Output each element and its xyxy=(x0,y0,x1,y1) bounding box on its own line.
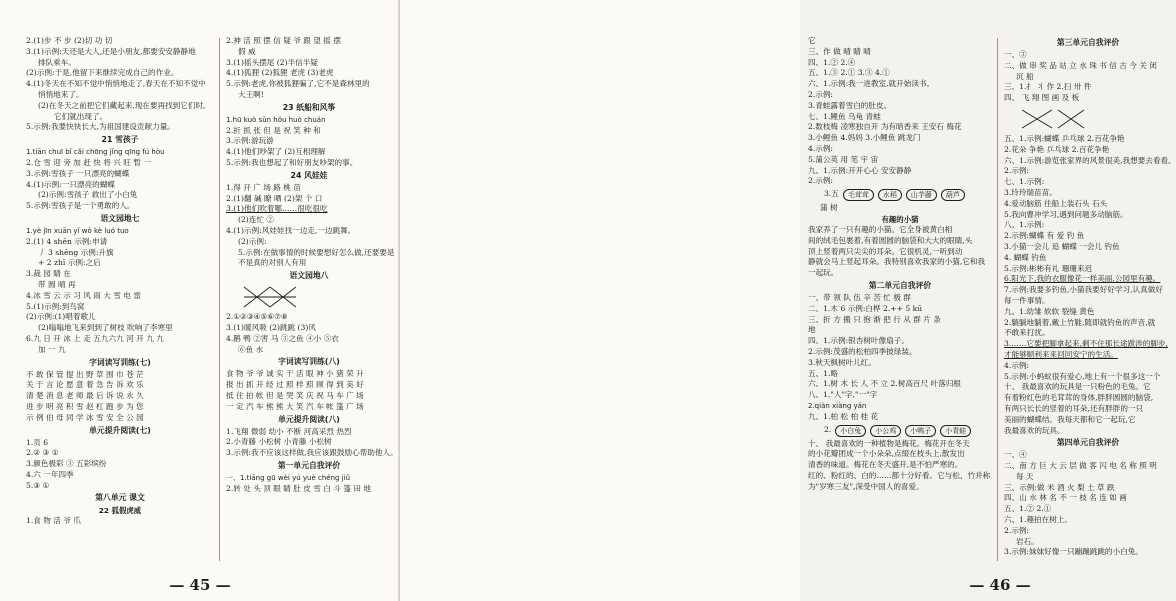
answer-line: 一、④ xyxy=(1004,450,1027,460)
answer-line: 4.(1)示例:一只漂亮的蝴蝶 xyxy=(26,179,115,189)
answer-line: 1.页 6 xyxy=(26,437,49,447)
answer-line: 3.青蛙露着雪白的肚皮。 xyxy=(808,100,892,110)
circled-answer: 小鸭子 xyxy=(905,425,936,437)
answer-line: 不是真的对别人有用 xyxy=(238,258,307,268)
answer-label: 3.五 xyxy=(824,189,839,199)
answer-line: 十、 我最喜欢的一种植物是梅花。梅花开在冬天 xyxy=(808,438,970,448)
circled-answer: 毛茸茸 xyxy=(843,189,874,201)
answer-line: 3.小鲤鱼 4.妈妈 3.小鲤鱼 跳龙门 xyxy=(808,133,921,143)
answer-line: 三、1.扌 丬 作 2.扫 卅 件 xyxy=(1004,82,1092,92)
column-divider xyxy=(997,38,998,561)
answer-line: 2.示例: xyxy=(1004,525,1029,535)
answer-line: (2)示例:(1)唱着歌儿 xyxy=(26,312,96,322)
answer-line: 每一件事情。 xyxy=(1004,295,1050,305)
answer-line: 2.仓 雪 迎 旁 加 赶 快 将 兴 旺 暂 一 xyxy=(26,157,151,167)
answer-line: 悄悄地来了。 xyxy=(38,89,84,99)
answer-line: 八、1.示例: xyxy=(1004,220,1045,230)
answer-line: 静就会马上竖起耳朵。我特别喜欢我家的小猫,它和我 xyxy=(808,257,986,267)
answer-line: 二、1.木 6 示例:白桦 2.++ 5 kū xyxy=(808,303,923,313)
answer-line: 我家养了一只有趣的小猫。它全身被黄白相 xyxy=(808,224,953,234)
section-heading: 字词读写训练(八) xyxy=(278,357,340,367)
pinyin-answer-line: 1.hū kuò sǔn hǒu huò chuán xyxy=(226,115,326,124)
answer-line: 3.示例:妹妹好像一只蹦蹦跳跳的小白兔。 xyxy=(1004,547,1143,557)
answer-line: 2.② ③ ① xyxy=(26,448,59,458)
answer-line: 4.示例: xyxy=(808,143,833,153)
page-left xyxy=(0,0,400,601)
pinyin-answer-line: 2.qiàn xiàng yán xyxy=(808,401,867,410)
answer-line: (2)示例: xyxy=(238,236,267,246)
answer-line: 沉 船 xyxy=(1016,71,1034,81)
answer-line: (2)示例:雪孩子 救出了小白兔 xyxy=(38,190,138,200)
answer-line: 2.(1)翻 碱 瞭 晒 (2)架 个 口 xyxy=(226,193,323,203)
answer-line: 一起玩。 xyxy=(808,268,839,278)
answer-line: 4.鹅 鸭 ②害 马 ③之鱼 ④小 ⑤衣 xyxy=(226,333,339,343)
answer-line: 2.花朵 争艳 乒乓球 2.百花争艳 xyxy=(1004,144,1110,154)
section-heading: 第四单元自我评价 xyxy=(1056,438,1120,448)
answer-line: 2.示例:蝴蝶 有 爱 钓 鱼 xyxy=(1004,231,1085,241)
answer-line: 5.③ ① xyxy=(26,480,50,490)
section-heading: 第八单元 课文 xyxy=(95,493,145,503)
answer-line: 的小花瓣团成一个小朵朵,点缀在枝头上,散发出 xyxy=(808,449,965,459)
answer-line: 六、1.示例:游览张家界的风景很美,我想要去看看。 xyxy=(1004,155,1176,165)
answer-line: 4.(1)狐狸 (2)狐狸 老虎 (3)老虎 xyxy=(226,68,334,78)
answer-line: 五、1.③ 2.① 3.③ 4.① xyxy=(808,68,890,78)
section-heading: 语文园地七 xyxy=(100,213,140,223)
answer-line: 四、山 水 林 名 不 一 枝 名 连 如 画 xyxy=(1004,493,1127,503)
section-subheading: 有趣的小猫 xyxy=(881,214,919,224)
answer-line: 2.小青藤 小松树 小青藤 小松树 xyxy=(226,437,332,447)
answer-line: 2.示例: xyxy=(808,89,833,99)
answer-line: 清 楚 消 息 老 师 最 后 诉 说 永 久 xyxy=(26,391,144,401)
answer-line: 6.九 日 开 冰 上 走 五九六九 河 开 九 九 xyxy=(26,333,164,343)
circled-answer: 小青蛙 xyxy=(940,425,971,437)
answer-line: 2.数枝梅 凌寒独自开 为有暗香来 王安石 梅花 xyxy=(808,122,962,132)
answer-line: 蒲 树 xyxy=(820,203,838,213)
answer-line: 4.(1)冬天在不知不觉中悄悄地走了,春天在不知不觉中 xyxy=(26,79,206,89)
pinyin-answer-line: 一、1.tiāng gū wèi yú yuè chéng jiǔ xyxy=(226,473,351,482)
answer-line: 1.得 开 广 场 路 桃 苗 xyxy=(226,182,301,192)
answer-line: 十、 我最喜欢的玩具是一只粉色的毛兔。它 xyxy=(1004,382,1151,392)
circled-answer: 水稻 xyxy=(878,189,902,201)
answer-line: 四、 飞 翔 图 画 及 板 xyxy=(1004,93,1080,103)
section-heading: 23 纸船和风筝 xyxy=(282,102,336,112)
answer-line: 关 于 言 论 愿 意 着 急 告 诉 欢 乐 xyxy=(26,380,144,390)
answer-line: 3.玲玲瑞苗苗。 xyxy=(1004,187,1057,197)
answer-line: 间的绒毛包裹着,有着圆圆的脑袋和大大的眼睛,头 xyxy=(808,235,973,245)
answer-line: 二、做 串 奖 品 站 立 水 珠 书 信 古 今 关 闭 xyxy=(1004,60,1157,70)
circled-answer: 山芋藤 xyxy=(906,189,937,201)
answer-line: 5.示例:雪孩子是一个勇敢的人。 xyxy=(26,201,135,211)
answer-line: 报 出 抓 开 经 过 照 样 照 顾 得 到 美 好 xyxy=(226,380,364,390)
answer-line: (2)连忙 ② xyxy=(238,215,274,225)
answer-line: 八、1."人"字,"一"字 xyxy=(808,390,878,400)
answer-line: 九、1.柏 松 柏 桂 花 xyxy=(808,411,879,421)
answer-line: + 2 zhī 示例:之后 xyxy=(38,258,101,268)
circled-answer: 葫芦 xyxy=(941,189,965,201)
answer-line: 五、1.示例:蝴蝶 乒乓球 2.百花争艳 xyxy=(1004,133,1125,143)
answer-line: 7.示例:我要多钓鱼,小猫我要好好学习,认真做好 xyxy=(1004,285,1163,295)
answer-line: 不 敢 保 管 提 出 野 草 围 巾 苍 茫 xyxy=(26,369,144,379)
answer-line: 六、1.示例:我一进教室,就开始读书。 xyxy=(808,79,935,89)
answer-line: 一、带 领 队 伍 辛 苦 忙 极 群 xyxy=(808,292,911,302)
section-subheading: 22 狐假虎威 xyxy=(98,506,142,516)
answer-line: 才能够顺利来来回回安宁的生活。 xyxy=(1004,349,1118,359)
answer-line: 五、1.② 2.① xyxy=(1004,504,1052,514)
answer-line: (2)嗡嗡地飞来到到了树枝 吹响了李寒里 xyxy=(38,323,173,333)
answer-line: 七、1.鲤鱼 乌龟 青蛙 xyxy=(808,111,881,121)
answer-line: 九、1.幼雏 软软 裂缝 黄色 xyxy=(1004,306,1095,316)
answer-line: 2.转 处 头 顶 眼 睛 肚 皮 雪 白 斗 篷 田 地 xyxy=(226,483,371,493)
circled-answer-row xyxy=(824,425,992,437)
circled-answer: 小白兔 xyxy=(835,425,866,437)
answer-line: 进 步 明 亮 积 雪 赵 杠 跑 步 为 您 xyxy=(26,401,144,411)
circled-answer-row xyxy=(824,189,992,201)
answer-line: 4.六 一年四季 xyxy=(26,469,74,479)
section-heading: 语文园地八 xyxy=(289,271,329,281)
answer-line: (2)示例:于是,他留下来继续完成自己的作业。 xyxy=(26,68,179,78)
answer-line: 5.我向曹冲学习,遇到问题多动脑筋。 xyxy=(1004,209,1128,219)
answer-line: 它 xyxy=(808,36,816,45)
answer-line: 5.示例:在做事情的时候要想好怎么做,还要要是 xyxy=(238,247,395,257)
answer-line: 2.躺躺地躺着,戴上竹鞋,随即就钓鱼的声音,就 xyxy=(1004,317,1156,327)
answer-line: 3.颜色极彩 ③ 五彩缤纷 xyxy=(26,459,107,469)
answer-line: 3.小猫一会儿 追 蝴蝶 一会儿 钓鱼 xyxy=(1004,241,1120,251)
answer-line: 5.示例:老虎,你被狐狸骗了,它不是森林里的 xyxy=(226,79,370,89)
answer-line: 5.示例:我也想起了和好朋友吵架的事。 xyxy=(226,157,358,167)
answer-line: 二、南 方 巨 大 云 层 做 客 闪 电 名 称 照 明 xyxy=(1004,461,1157,471)
answer-line: 每 天 xyxy=(1016,471,1034,481)
answer-line: 3.裁 园 睛 在 xyxy=(26,269,71,279)
page-right-column-1 xyxy=(808,36,992,565)
answer-line: 顶上竖着两只尖尖的耳朵。它很机灵,一听到动 xyxy=(808,246,963,256)
answer-line: 1.食 物 活 爷 爪 xyxy=(26,516,81,526)
answer-line: 2.①②③④⑤⑥⑦⑧ xyxy=(226,312,288,322)
answer-line: 3.示例:我不应该这样做,我应该跟鼓励心帮助他人。 xyxy=(226,448,398,458)
section-heading: 第一单元自我评价 xyxy=(277,460,341,470)
page-right-column-2 xyxy=(1004,36,1176,565)
page-left-column-2 xyxy=(226,36,398,565)
answer-line: 红的、粉红的、白的……都十分好看。它与松、竹并称 xyxy=(808,470,991,480)
answer-line: 2.示例: xyxy=(1004,166,1029,176)
section-heading: 第三单元自我评价 xyxy=(1056,38,1120,47)
page-left-column-1 xyxy=(26,36,214,565)
answer-line: 一、③ xyxy=(1004,50,1027,59)
section-heading: 单元提升阅读(七) xyxy=(89,425,151,435)
answer-line: 带 圆 晴 再 xyxy=(38,279,76,289)
answer-line: 3.(1)示例:天还是大人,还是小朋友,都要安安静静地 xyxy=(26,46,196,56)
answer-line: 4.爱动脑筋 往船上装石头 石头 xyxy=(1004,198,1108,208)
answer-line: 四、1.② 2.④ xyxy=(808,57,856,67)
answer-line: 九、1.示例:开开心心 安安静静 xyxy=(808,165,912,175)
answer-line: 4.示例: xyxy=(1004,360,1029,370)
answer-line: 七、1.示例: xyxy=(1004,177,1045,187)
answer-line: 2.(1) 4 shēn 示例:申请 xyxy=(26,236,108,246)
pinyin-answer-line: 1.tiān chuī bǐ cǎi chōng jǐng qīng fú hòu xyxy=(26,148,165,157)
answer-line: 2.示例: xyxy=(808,176,833,186)
answer-line: 三、折 方 搬 只 抱 渐 把 行 从 群 片 条 xyxy=(808,314,941,324)
answer-line: 清香的味道。梅花在冬天盛开,是不怕严寒的。 xyxy=(808,460,963,470)
section-heading: 第二单元自我评价 xyxy=(868,280,932,290)
answer-line: 地 xyxy=(808,325,816,335)
answer-line: 有着粉红色的毛茸茸的身体,胖胖圆圆的脑袋, xyxy=(1004,393,1154,403)
answer-line: 3.(1)摇头摆尾 (2)半信半疑 xyxy=(226,57,318,67)
answer-line: 示 例 伯 母 同 学 冰 雪 安 全 公 园 xyxy=(26,412,144,422)
answer-line: 大王啊! xyxy=(238,89,264,99)
answer-line: 六、1.趣拍在树上。 xyxy=(1004,515,1072,525)
answer-line: (2)在冬天之前把它们藏起来,现在要再找到它们时, xyxy=(38,100,206,110)
answer-line: 不敢来打扰。 xyxy=(1004,328,1050,338)
answer-line: 美丽的蝴蝶结。我每天都和它一起玩,它 xyxy=(1004,414,1136,424)
answer-line: 5.示例:小蚂蚁很有爱心,地上有一个很多这一个 xyxy=(1004,371,1161,381)
answer-line: 三、作 做 晴 睛 晴 xyxy=(808,46,871,56)
answer-line: 2.折 抓 张 但 是 祝 笑 种 和 xyxy=(226,125,321,135)
section-heading: 单元提升阅读(八) xyxy=(278,414,340,424)
answer-line: 5.示例:我要快快长大,为祖国建设贡献力量。 xyxy=(26,122,175,132)
answer-line: 四、1.示例:银杏树叶像扇子。 xyxy=(808,336,909,346)
answer-line: 2.示例:茂盛的松柏四季披绿装。 xyxy=(808,346,917,356)
section-heading: 21 雪孩子 xyxy=(101,135,139,145)
answer-line: 5.示例:彬彬有礼 珊珊来迟 xyxy=(1004,263,1093,273)
answer-line: 5.蒲公英 用 笔 宇 宙 xyxy=(808,154,879,164)
answer-line: 丿 3 shēng 示例:升旗 xyxy=(38,247,114,257)
answer-line: 2.神 活 照 摆 信 疑 爷 跟 望 摇 摆 xyxy=(226,36,341,45)
answer-line: 为"岁寒三友",深受中国人的喜爱。 xyxy=(808,481,924,491)
circled-answer: 小公鸡 xyxy=(870,425,901,437)
answer-line: 3.秋天枫树叶儿红。 xyxy=(808,357,876,367)
answer-line: 3.……它要把脚拿起来,剩不住那长途跋涉的脚步, xyxy=(1004,339,1168,349)
answer-line: 3.(1)他们吹着哪……很吃很吃 xyxy=(226,204,328,214)
answer-line: 4.(1)示例:风娃娃找一边走,一边跳舞。 xyxy=(226,225,356,235)
matching-lines-diagram xyxy=(240,284,310,310)
answer-line: 5.(1)示例:到鸟窝 xyxy=(26,301,85,311)
answer-line: 1.飞翔 微弱 幼小 不断 河高采烈 热烈 xyxy=(226,426,352,436)
answer-line: 6.阳光下,我的衣服像花一样美丽,公园里有趣。 xyxy=(1004,274,1161,284)
matching-lines-diagram xyxy=(1018,106,1088,132)
pinyin-answer-line: 1.yè jīn xuān yǐ wò kè luó tuo xyxy=(26,226,129,235)
answer-line: 有两只长长的竖着的耳朵,还有胖胖的一只 xyxy=(1004,403,1144,413)
column-divider xyxy=(219,38,220,561)
answer-line: 抵 住 拍 帐 但 是 哭 笑 庆 祝 马 车 广 场 xyxy=(226,390,364,400)
answer-line: 加 一 九 xyxy=(38,344,66,354)
answer-line: 岩石。 xyxy=(1016,536,1039,546)
answer-line: 4.(1)他们吵架了 (2)互相理解 xyxy=(226,147,326,157)
answer-line: 食 物 爷 爷 诚 实 干 活 眼 神 小 猪 荣 升 xyxy=(226,369,364,379)
answer-label: 2. xyxy=(824,424,832,434)
answer-line: 2.(1)步 不 步 (2)切 功 切 xyxy=(26,36,113,45)
page-number: — 46 — xyxy=(969,576,1031,594)
section-heading: 24 风娃娃 xyxy=(290,170,328,180)
answer-line: 三、示例:做 米 酒 火 梨 土 草 跌 xyxy=(1004,482,1115,492)
section-heading: 字词读写训练(七) xyxy=(89,357,151,367)
answer-line: 六、1.树 木 长 人 不 立 2.树高百尺 叶落归根 xyxy=(808,379,961,389)
answer-line: 假 威 xyxy=(238,46,256,56)
answer-line: 它们就出现了。 xyxy=(54,111,108,121)
answer-line: 4. 蝴蝶 钓鱼 xyxy=(1004,252,1047,262)
answer-line: 3.示例:游玩游 xyxy=(226,136,274,146)
answer-line: 排队乘车。 xyxy=(38,57,76,67)
answer-line: 3.示例:雪孩子 一只漂亮的蝴蝶 xyxy=(26,168,130,178)
answer-line: 五、1.略 xyxy=(808,368,839,378)
answer-line: 3.(1)暖风吸 (2)跳跳 (3)风 xyxy=(226,322,316,332)
answer-line: ⑥鱼 水 xyxy=(238,344,264,354)
answer-line: 4.冰 雪 云 示 习 风 雨 大 雪 电 雷 xyxy=(26,290,141,300)
answer-line: 我最喜欢的玩具。 xyxy=(1004,425,1065,435)
page-right xyxy=(400,0,1176,601)
answer-line: 一 定 汽 车 熊 熊 大 笑 汽 车 帐 篷 广 场 xyxy=(226,401,364,411)
page-number: — 45 — xyxy=(169,576,231,594)
